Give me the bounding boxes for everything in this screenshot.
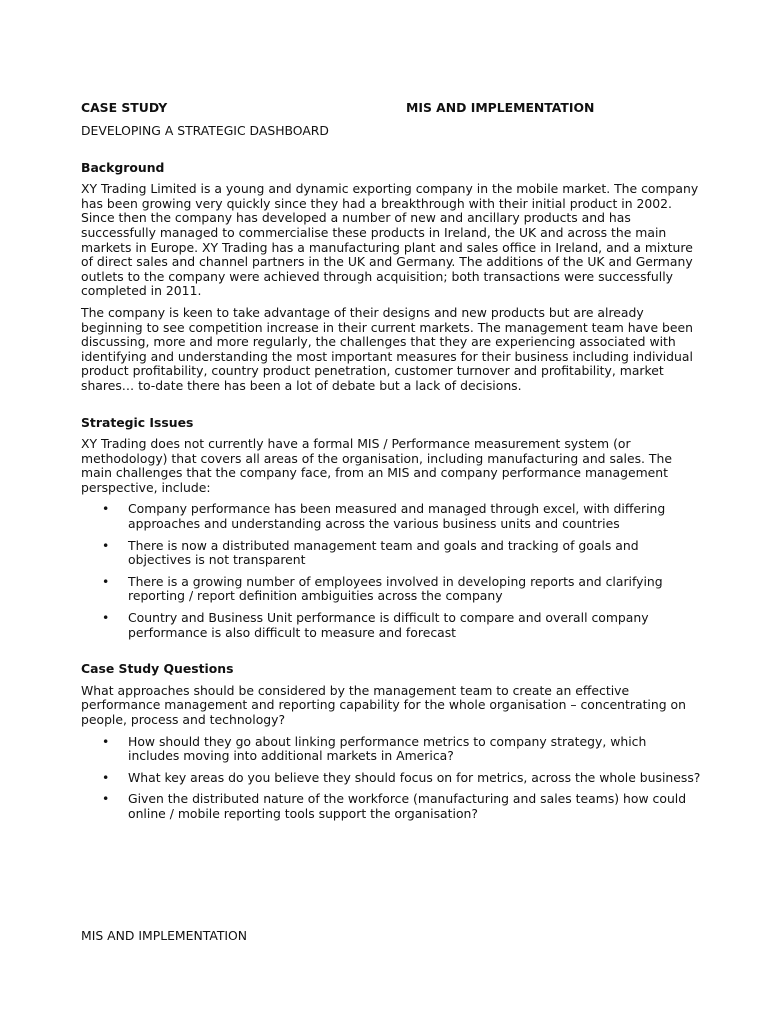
list-item-text: Country and Business Unit performance is difficult to compare and overall company performance is also difficult to measure and forecast <box>128 610 649 640</box>
list-item <box>81 575 701 604</box>
list-item <box>81 792 701 821</box>
document-header <box>81 101 701 116</box>
list-item <box>81 502 701 531</box>
list-item-text: There is now a distributed management team and goals and tracking of goals and objectives is not transparent <box>128 537 639 568</box>
bullet-dot: • <box>102 537 110 553</box>
list-item <box>81 539 701 568</box>
strategic-bullet-list <box>81 502 701 640</box>
strategic-intro: XY Trading does not currently have a formal MIS / Performance measurement system (or methodology) that covers all areas of the organisation, including manufacturing and sales. The main challenges that the company face, from an MIS and company performance management perspective, include: <box>81 436 672 495</box>
list-item <box>81 735 701 764</box>
background-paragraph-2: The company is keen to take advantage of their designs and new products but are already beginning to see competition increase in their current markets. The management team have been discussing, more and more regularly, the challenges that they are experiencing associated with identifying and understanding the most important measures for their business including individual product profitability, country product penetration, customer turnover and profitability, market shares… to-date there has been a lot of debate but a lack of decisions. <box>81 304 694 393</box>
document-footer: MIS AND IMPLEMENTATION <box>81 928 248 943</box>
bullet-dot: • <box>102 733 110 749</box>
list-item-text: There is a growing number of employees involved in developing reports and clarifying reporting / report definition ambiguities across the company <box>128 573 663 604</box>
heading-case-study-questions: Case Study Questions <box>81 661 234 677</box>
list-item <box>81 771 701 786</box>
bullet-dot: • <box>102 573 110 589</box>
background-paragraph-1: XY Trading Limited is a young and dynamic exporting company in the mobile market. The company has been growing very quickly since they had a breakthrough with their initial product in 2002. Since then the company has developed a number of new and ancillary products and has successfully managed to commercialise these products in Ireland, the UK and across the main markets in Europe. XY Trading has a manufacturing plant and sales office in Ireland, and a mixture of direct sales and channel partners in the UK and Germany. The additions of the UK and Germany outlets to the company were achieved through acquisition; both transactions were successfully completed in 2011. <box>81 181 699 299</box>
list-item-text: Company performance has been measured and managed through excel, with differing approaches and understanding across the various business units and countries <box>128 501 666 532</box>
bullet-dot: • <box>102 501 110 517</box>
document-subtitle: DEVELOPING A STRATEGIC DASHBOARD <box>81 123 329 138</box>
list-item-text: How should they go about linking performance metrics to company strategy, which includes moving into additional markets in America? <box>128 733 647 764</box>
list-item-text: What key areas do you believe they should focus on for metrics, across the whole business? <box>128 769 701 785</box>
heading-background: Background <box>81 159 165 175</box>
bullet-dot: • <box>102 769 110 785</box>
list-item <box>81 611 701 640</box>
header-case-study: CASE STUDY <box>81 100 168 115</box>
questions-bullet-list <box>81 735 701 822</box>
bullet-dot: • <box>102 610 110 626</box>
document-page <box>81 101 701 829</box>
list-item-text: Given the distributed nature of the workforce (manufacturing and sales teams) how could online / mobile reporting tools support the organisation? <box>128 791 687 821</box>
header-topic: MIS AND IMPLEMENTATION <box>406 100 595 115</box>
bullet-dot: • <box>102 791 110 807</box>
questions-intro: What approaches should be considered by the management team to create an effective performance management and reporting capability for the whole organisation – concentrating on people, process and technology? <box>81 682 686 727</box>
heading-strategic-issues: Strategic Issues <box>81 414 194 430</box>
